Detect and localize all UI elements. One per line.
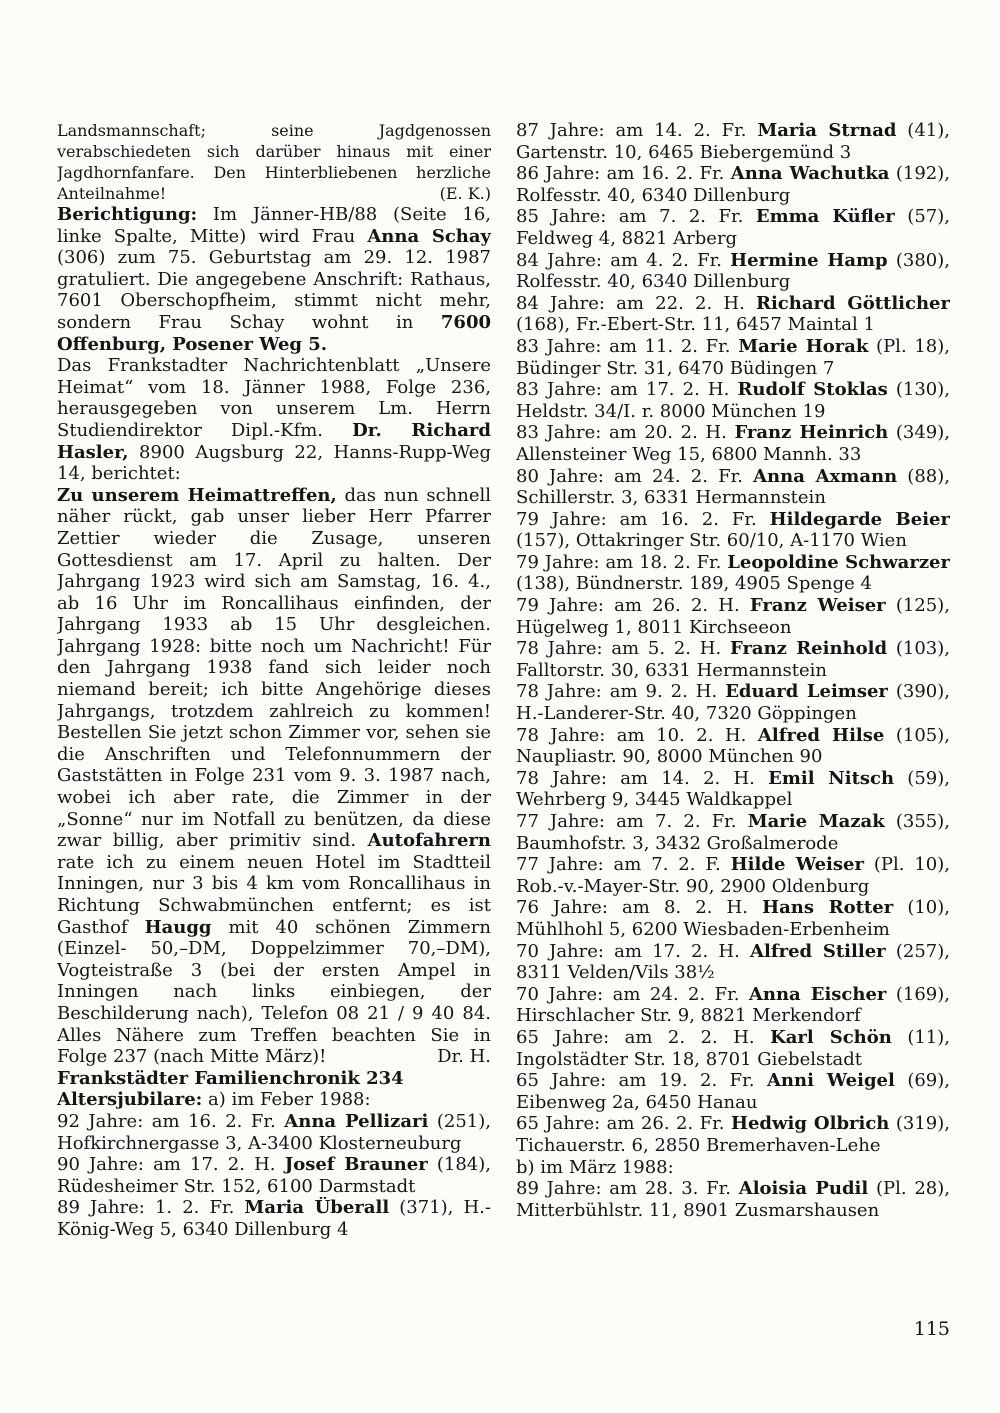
text-run: das nun schnell näher rückt, gab unser lieber Herr Pfarrer Zettier wieder die Zusage, unseren Gottesdienst am 17. April zu halten. Der Jahrgang 1923 wird sich am Samstag, 16. 4., ab 16 Uhr im Roncallihaus einfinden, der Jahrgang 1933 ab 15 Uhr desgleichen. Jahrgang 1928: bitte noch um Nachricht! Für den Jahrgang 1938 fand sich leider noch niemand bereit; ich bitte Angehörige dieses Jahrgangs, trotzdem zahlreich zu kommen! Bestellen Sie jetzt schon Zimmer vor, sehen sie die Anschriften und Telefonnummern der Gaststätten in Folge 231 vom 9. 3. 1987 nach, wobei ich aber rate, die Zimmer in der „Sonne“ nur im Notfall zu benützen, da diese zwar billig, aber primitiv sind.: [57, 484, 491, 852]
bold-text-run: Maria Überall: [244, 1197, 390, 1219]
text-run: 83 Jahre: am 20. 2. H.: [516, 422, 735, 444]
bold-text-run: Hermine Hamp: [730, 249, 888, 271]
bold-text-run: Anna Schay: [367, 225, 491, 247]
text-run: 65 Jahre: am 2. 2. H.: [516, 1026, 771, 1048]
bold-text-run: Alfred Hilse: [757, 724, 885, 746]
bold-text-run: Hilde Weiser: [730, 854, 864, 876]
bold-text-run: Hildegarde Beier: [769, 508, 950, 530]
bold-text-run: Dr. Richard Hasler,: [57, 419, 491, 463]
text-run: (306) zum 75. Geburtstag am 29. 12. 1987 gratuliert. Die angegebene Anschrift: Rathaus, 7601 Oberschopfheim, stimmt nicht mehr, sondern Frau Schay wohnt in: [57, 247, 491, 333]
text-run: (69), Eibenweg 2a, 6450 Hanau: [516, 1070, 950, 1113]
bold-text-run: Anna Wachutka: [730, 163, 890, 185]
text-run: 83 Jahre: am 17. 2. H.: [516, 379, 738, 401]
jubilee-entry: [516, 1070, 950, 1113]
text-run: Im Jänner-HB/88 (Seite 16, linke Spalte, Mitte) wird Frau: [57, 204, 491, 247]
text-run: 89 Jahre: am 28. 3. Fr.: [516, 1178, 739, 1200]
text-run: 85 Jahre: am 7. 2. Fr.: [516, 206, 756, 228]
chronicle-heading: [57, 1068, 491, 1090]
text-run: 79 Jahre: am 18. 2. Fr.: [516, 551, 728, 573]
bold-text-run: Alfred Stiller: [750, 940, 886, 962]
text-run: (Pl. 10), Rob.-v.-Mayer-Str. 90, 2900 Oldenburg: [516, 854, 950, 897]
text-run: 77 Jahre: am 7. 2. Fr.: [516, 811, 748, 832]
text-run: 84 Jahre: am 22. 2. H.: [516, 292, 756, 314]
text-run: (130), Heldstr. 34/I. r. 8000 München 19: [516, 379, 950, 422]
jubilee-entry: [57, 1197, 491, 1240]
text-run: 78 Jahre: am 14. 2. H.: [516, 767, 769, 789]
bold-text-run: Franz Weiser: [749, 595, 886, 617]
text-run: (10), Mühlhohl 5, 6200 Wiesbaden-Erbenheim: [516, 897, 950, 940]
bold-text-run: Haugg: [144, 916, 212, 938]
bold-text-run: Altersjubilare:: [57, 1089, 203, 1111]
signature-initials: Dr. H.: [437, 1046, 491, 1068]
text-run: 78 Jahre: am 9. 2. H.: [516, 681, 726, 703]
jubilee-entry: [516, 984, 950, 1027]
text-run: 80 Jahre: am 24. 2. Fr.: [516, 465, 754, 487]
jubilee-entry: [516, 811, 950, 854]
text-run: (371), H.-König-Weg 5, 6340 Dillenburg 4: [57, 1197, 491, 1240]
page-number: 115: [913, 1318, 950, 1340]
text-run: (41), Gartenstr. 10, 6465 Biebergemünd 3: [516, 120, 950, 163]
text-run: (Pl. 28), Mitterbühlstr. 11, 8901 Zusmarshausen: [516, 1178, 950, 1221]
article-end-paragraph: [57, 120, 491, 204]
jubilee-subheading: [516, 1157, 950, 1179]
text-run: (88), Schillerstr. 3, 6331 Hermannstein: [516, 465, 950, 509]
jubilee-entry: [516, 1178, 950, 1221]
bold-text-run: 7600 Offenburg, Posener Weg 5.: [57, 311, 491, 355]
text-run: (355), Baumhofstr. 3, 3432 Großalmerode: [516, 811, 950, 854]
jubilee-entry: [516, 681, 950, 724]
bold-text-run: Karl Schön: [770, 1026, 892, 1048]
text-run: (251), Hofkirchnergasse 3, A-3400 Klosterneuburg: [57, 1110, 491, 1154]
text-run: (168), Fr.-Ebert-Str. 11, 6457 Maintal 1: [516, 314, 875, 336]
text-run: 89 Jahre: 1. 2. Fr.: [57, 1197, 245, 1219]
text-run: (380), Rolfesstr. 40, 6340 Dillenburg: [516, 249, 950, 293]
right-text-column: [516, 120, 950, 1221]
text-run: rate ich zu einem neuen Hotel im Stadtteil Inningen, nur 3 bis 4 km vom Roncallihaus in Richtung Schwabmünchen entfernt; es ist Gasthof: [57, 851, 491, 938]
jubilee-entry: [516, 509, 950, 552]
text-run: a) im Feber 1988:: [202, 1089, 371, 1111]
bold-text-run: Anna Axmann: [753, 465, 898, 487]
text-run: 87 Jahre: am 14. 2. Fr.: [516, 120, 758, 141]
bold-text-run: Berichtigung:: [57, 204, 198, 225]
bold-text-run: Marie Mazak: [747, 811, 885, 832]
jubilee-entry: [57, 1111, 491, 1154]
jubilee-entry: [516, 163, 950, 206]
newsletter-source-paragraph: [57, 355, 491, 485]
jubilee-entry: [57, 1154, 491, 1197]
text-run: (59), Wehrberg 9, 3445 Waldkappel: [516, 767, 950, 811]
text-run: 65 Jahre: am 26. 2. Fr.: [516, 1113, 731, 1135]
text-run: (103), Falltorstr. 30, 6331 Hermannstein: [516, 638, 950, 681]
text-run: 79 Jahre: am 26. 2. H.: [516, 595, 750, 617]
text-run: 92 Jahre: am 16. 2. Fr.: [57, 1110, 285, 1132]
bold-text-run: Rudolf Stoklas: [737, 379, 888, 401]
bold-text-run: Franz Heinrich: [734, 422, 889, 444]
text-run: (11), Ingolstädter Str. 18, 8701 Giebelstadt: [516, 1026, 950, 1070]
text-run: (257), 8311 Velden/Vils 38½: [516, 940, 950, 984]
bold-text-run: Emma Küfler: [755, 206, 895, 228]
jubilee-entry: [516, 638, 950, 681]
text-run: Landsmannschaft; seine Jagdgenossen verabschiedeten sich darüber hinaus mit einer Jagdhornfanfare. Den Hinterbliebenen herzliche Anteilnahme!: [57, 121, 491, 203]
bold-text-run: Emil Nitsch: [768, 767, 895, 789]
text-run: 79 Jahre: am 16. 2. Fr.: [516, 508, 770, 530]
jubilee-entry: [516, 941, 950, 984]
left-text-column: [57, 120, 491, 1241]
jubilee-entry: [516, 206, 950, 249]
text-run: 77 Jahre: am 7. 2. F.: [516, 854, 731, 876]
text-run: 83 Jahre: am 11. 2. Fr.: [516, 335, 739, 357]
text-run: (390), H.-Landerer-Str. 40, 7320 Göppingen: [516, 681, 950, 725]
text-run: (157), Ottakringer Str. 60/10, A-1170 Wien: [516, 530, 907, 552]
bold-text-run: Anna Eischer: [748, 983, 887, 1005]
bold-text-run: Hedwig Olbrich: [730, 1113, 890, 1135]
jubilee-entry: [516, 1113, 950, 1156]
bold-text-run: Eduard Leimser: [725, 681, 888, 703]
text-run: (138), Bündnerstr. 189, 4905 Spenge 4: [516, 573, 872, 595]
text-run: (125), Hügelweg 1, 8011 Kirchseeon: [516, 595, 950, 638]
text-run: 86 Jahre: am 16. 2. Fr.: [516, 163, 731, 185]
jubilee-entry: [516, 293, 950, 336]
jubilee-entry: [516, 897, 950, 940]
text-run: (184), Rüdesheimer Str. 152, 6100 Darmstadt: [57, 1154, 491, 1197]
jubilee-entry: [516, 854, 950, 897]
text-run: mit 40 schönen Zimmern (Einzel- 50,–DM, Doppelzimmer 70,–DM), Vogteistraße 3 (bei der ersten Ampel in Inningen nach links einbiegen, der Beschilderung nach), Telefon 08 21 / 9 40 84. Alles Nähere zum Treffen beachten Sie in Folge 237 (nach Mitte März)!: [57, 916, 491, 1068]
text-run: 8900 Augsburg 22, Hanns-Rupp-Weg 14, berichtet:: [57, 441, 491, 485]
bold-text-run: Leopoldine Schwarzer: [727, 551, 950, 573]
bold-text-run: Maria Strnad: [757, 120, 897, 141]
bold-text-run: Aloisia Pudil: [738, 1178, 869, 1200]
text-run: (169), Hirschlacher Str. 9, 8821 Merkendorf: [516, 983, 950, 1027]
bold-text-run: Franz Reinhold: [729, 638, 888, 660]
text-run: (57), Feldweg 4, 8821 Arberg: [516, 206, 950, 249]
bold-text-run: Frankstädter Familienchronik 234: [57, 1067, 404, 1089]
text-run: 65 Jahre: am 19. 2. Fr.: [516, 1070, 767, 1092]
text-run: 84 Jahre: am 4. 2. Fr.: [516, 249, 731, 271]
jubilee-entry: [516, 595, 950, 638]
bold-text-run: Anna Pellizari: [284, 1110, 429, 1132]
text-run: 76 Jahre: am 8. 2. H.: [516, 897, 763, 919]
jubilee-subheading: [57, 1089, 491, 1111]
text-run: Das Frankstadter Nachrichtenblatt „Unsere Heimat“ vom 18. Jänner 1988, Folge 236, herausgegeben von unserem Lm. Herrn Studiendirektor Dipl.-Kfm.: [57, 355, 491, 441]
text-run: 90 Jahre: am 17. 2. H.: [57, 1154, 285, 1176]
jubilee-entry: [516, 120, 950, 163]
jubilee-entry: [516, 379, 950, 422]
bold-text-run: Zu unserem Heimattreffen,: [57, 484, 337, 506]
text-run: 70 Jahre: am 24. 2. Fr.: [516, 983, 749, 1005]
jubilee-entry: [516, 725, 950, 768]
text-run: (349), Allensteiner Weg 15, 6800 Mannh. 33: [516, 422, 950, 465]
jubilee-entry: [516, 250, 950, 293]
jubilee-entry: [516, 422, 950, 465]
jubilee-entry: [516, 768, 950, 811]
heimattreffen-paragraph: [57, 485, 491, 1068]
jubilee-entry: [516, 552, 950, 595]
bold-text-run: Richard Göttlicher: [756, 292, 950, 314]
jubilee-entry: [516, 1027, 950, 1070]
bold-text-run: Hans Rotter: [762, 897, 894, 919]
text-run: (105), Naupliastr. 90, 8000 München 90: [516, 724, 950, 768]
text-run: 70 Jahre: am 17. 2. H.: [516, 940, 751, 962]
jubilee-entry: [516, 466, 950, 509]
bold-text-run: Anni Weigel: [766, 1070, 895, 1092]
text-run: (Pl. 18), Büdinger Str. 31, 6470 Büdingen 7: [516, 335, 950, 379]
bold-text-run: Josef Brauner: [284, 1154, 428, 1176]
text-run: (192), Rolfesstr. 40, 6340 Dillenburg: [516, 163, 950, 206]
text-run: 78 Jahre: am 5. 2. H.: [516, 638, 730, 660]
text-run: 78 Jahre: am 10. 2. H.: [516, 724, 758, 746]
bold-text-run: Marie Horak: [738, 335, 869, 357]
bold-text-run: Autofahrern: [367, 830, 491, 852]
correction-paragraph: [57, 204, 491, 355]
text-run: (319), Tichauerstr. 6, 2850 Bremerhaven-Lehe: [516, 1113, 950, 1156]
signature-initials: (E. K.): [439, 184, 491, 203]
text-run: b) im März 1988:: [516, 1156, 674, 1178]
jubilee-entry: [516, 336, 950, 379]
